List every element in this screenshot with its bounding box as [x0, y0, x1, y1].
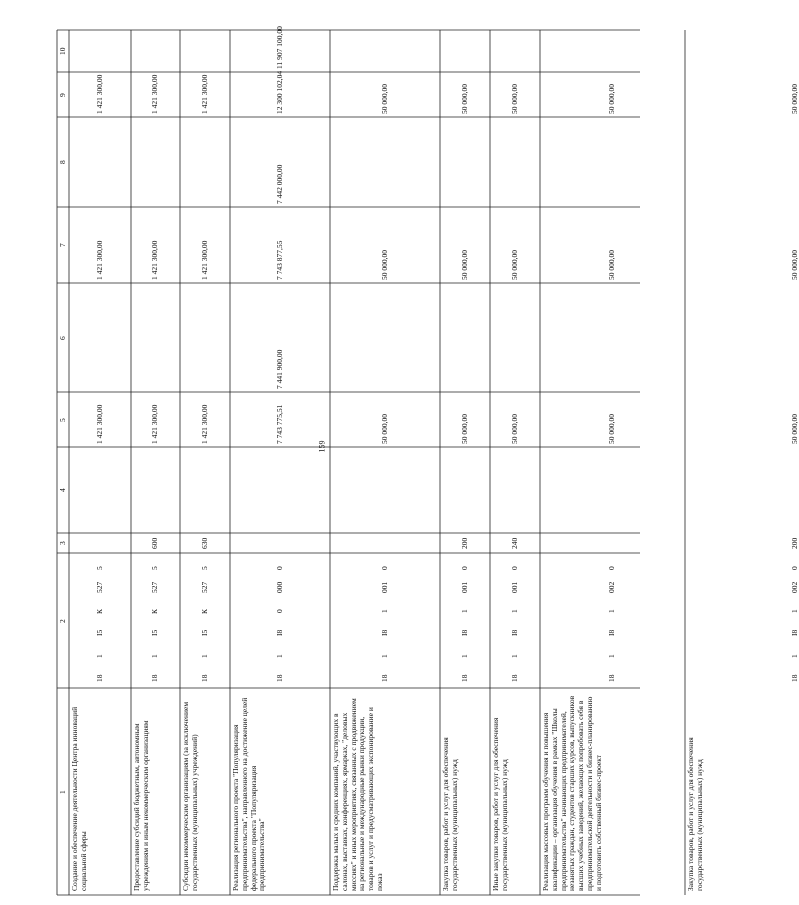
- amount: 1 421 300,00: [150, 240, 159, 280]
- amount: 50 000,00: [607, 414, 616, 444]
- code-part: I8: [789, 629, 799, 636]
- amount: 50 000,00: [379, 84, 389, 114]
- code-part: 1: [459, 654, 469, 658]
- column-header: 1: [57, 789, 67, 794]
- code-part: 1: [379, 609, 389, 613]
- code-part: I8: [274, 629, 284, 636]
- amount: 50 000,00: [459, 250, 469, 280]
- amount: 50 000,00: [509, 84, 519, 114]
- code-part: 1: [274, 654, 284, 658]
- expense-type: 200: [459, 537, 469, 549]
- amount: 50 000,00: [607, 84, 616, 114]
- amount: 1 421 300,00: [199, 74, 209, 114]
- amount: 1 421 300,00: [199, 404, 209, 444]
- column-header: 3: [57, 541, 67, 545]
- code-part: 18: [379, 674, 389, 682]
- code-part: 0: [274, 566, 284, 570]
- code-part: 1: [509, 609, 519, 613]
- code-part: 0: [459, 566, 469, 570]
- code-part: 1: [509, 654, 519, 658]
- code-part: I8: [459, 629, 469, 636]
- column-header: 10: [57, 47, 67, 55]
- amount: 50 000,00: [379, 414, 389, 444]
- row-name: Субсидии некоммерческим организациям (за исключением государственных (муниципальных) учреждений): [181, 701, 199, 891]
- code-part: 001: [459, 581, 469, 593]
- expense-type: 200: [789, 537, 799, 549]
- amount: 1 421 300,00: [150, 74, 159, 114]
- row-name: Закупка товаров, работ и услуг для обеспечения государственных (муниципальных) нужд: [441, 737, 459, 891]
- column-header: 2: [57, 618, 67, 623]
- code-part: 1: [789, 654, 799, 658]
- row-name: Поддержка малых и средних компаний, участвующих в салонах, выставках, конференциях, ярмарках, "деловых миссиях" и иных мероприятиях, связанных с продвижением на региональные и международные рынки продукции, товаров и услуг и предусматривающих экспонирование и показ: [331, 698, 384, 891]
- amount: 1 421 300,00: [94, 404, 104, 444]
- code-part: 18: [199, 674, 209, 682]
- code-part: К: [199, 608, 209, 614]
- amount: 1 421 300,00: [94, 240, 104, 280]
- amount: 50 000,00: [789, 414, 799, 444]
- expense-type: 600: [150, 537, 159, 549]
- code-part: 18: [459, 674, 469, 682]
- code-part: 1: [379, 654, 389, 658]
- column-header: 8: [57, 160, 67, 164]
- column-header: 7: [57, 243, 67, 247]
- code-part: 1: [789, 609, 799, 613]
- row-name: Предоставление субсидий бюджетным, автономным учреждениям и иным некоммерческим организациям: [132, 720, 150, 891]
- amount: 50 000,00: [379, 250, 389, 280]
- code-part: I5: [199, 629, 209, 636]
- code-part: К: [150, 608, 159, 614]
- code-part: 18: [607, 674, 616, 682]
- code-part: 1: [199, 654, 209, 658]
- amount: 7 743 775,51: [274, 404, 284, 444]
- code-part: 0: [607, 566, 616, 570]
- code-part: 527: [94, 581, 104, 593]
- amount: 1 421 300,00: [199, 240, 209, 280]
- row-name: Иные закупки товаров, работ и услуг для обеспечения государственных (муниципальных) нужд: [491, 717, 509, 891]
- code-part: 0: [789, 566, 799, 570]
- code-part: 0: [509, 566, 519, 570]
- code-part: 5: [94, 566, 104, 570]
- code-part: I8: [607, 629, 616, 636]
- code-part: 527: [199, 581, 209, 593]
- amount: 12 300 102,04: [274, 70, 284, 114]
- row-name: Реализация регионального проекта "Популяризация предпринимательства", направленного на достижение целей федерального проекта "Популяризация предпринимательства": [231, 697, 267, 891]
- code-part: 002: [789, 581, 799, 593]
- expense-type: 630: [199, 537, 209, 549]
- code-part: 1: [459, 609, 469, 613]
- amount: 7 743 877,55: [274, 240, 284, 280]
- amount: 50 000,00: [789, 84, 799, 114]
- code-part: 1: [150, 654, 159, 658]
- amount: 1 421 300,00: [94, 74, 104, 114]
- amount: 50 000,00: [459, 414, 469, 444]
- code-part: 527: [150, 581, 159, 593]
- expense-type: 240: [509, 537, 519, 549]
- code-part: 0: [379, 566, 389, 570]
- column-header: 4: [57, 488, 67, 492]
- code-part: 5: [150, 566, 159, 570]
- column-header: 6: [57, 335, 67, 340]
- code-part: 18: [150, 674, 159, 682]
- code-part: I8: [509, 629, 519, 636]
- code-part: 001: [509, 581, 519, 593]
- amount: 7 441 900,00: [274, 349, 284, 389]
- code-part: К: [94, 608, 104, 614]
- page-number: 159: [317, 440, 327, 453]
- amount: 7 442 000,00: [274, 164, 284, 204]
- amount: 1 421 300,00: [150, 404, 159, 444]
- code-part: 002: [607, 581, 616, 593]
- amount: 50 000,00: [789, 250, 799, 280]
- row-name: Реализация массовых программ обучения и повышения квалификации – организация обучения в рамках "Школы предпринимательства" начинающих предпринимателей, незанятых граждан, студентов старших курсов, выпускников высших учебных заведений, желающих попробовать себя в предпринимательской деятельности и бизнес-планированию и подготовить собственный бизнес-проект: [541, 695, 603, 891]
- amount: 50 000,00: [607, 250, 616, 280]
- amount: 50 000,00: [459, 84, 469, 114]
- code-part: I5: [94, 629, 104, 636]
- code-part: 1: [94, 654, 104, 658]
- code-part: I5: [150, 629, 159, 636]
- code-part: 18: [274, 674, 284, 682]
- code-part: 18: [94, 674, 104, 682]
- code-part: 18: [789, 674, 799, 682]
- amount: 11 907 100,00: [274, 26, 284, 69]
- code-part: 000: [274, 581, 284, 593]
- code-part: 5: [199, 566, 209, 570]
- row-name: Закупка товаров, работ и услуг для обеспечения государственных (муниципальных) нужд: [686, 737, 704, 891]
- code-part: 0: [274, 609, 284, 613]
- row-name: Создание и обеспечение деятельности Центра инноваций социальной сферы: [70, 706, 88, 891]
- code-part: I8: [379, 629, 389, 636]
- amount: 50 000,00: [509, 250, 519, 280]
- code-part: 001: [379, 581, 389, 593]
- column-header: 9: [57, 92, 67, 97]
- code-part: 18: [509, 674, 519, 682]
- code-part: 1: [607, 609, 616, 613]
- code-part: 1: [607, 654, 616, 658]
- column-header: 5: [57, 417, 67, 422]
- amount: 50 000,00: [509, 414, 519, 444]
